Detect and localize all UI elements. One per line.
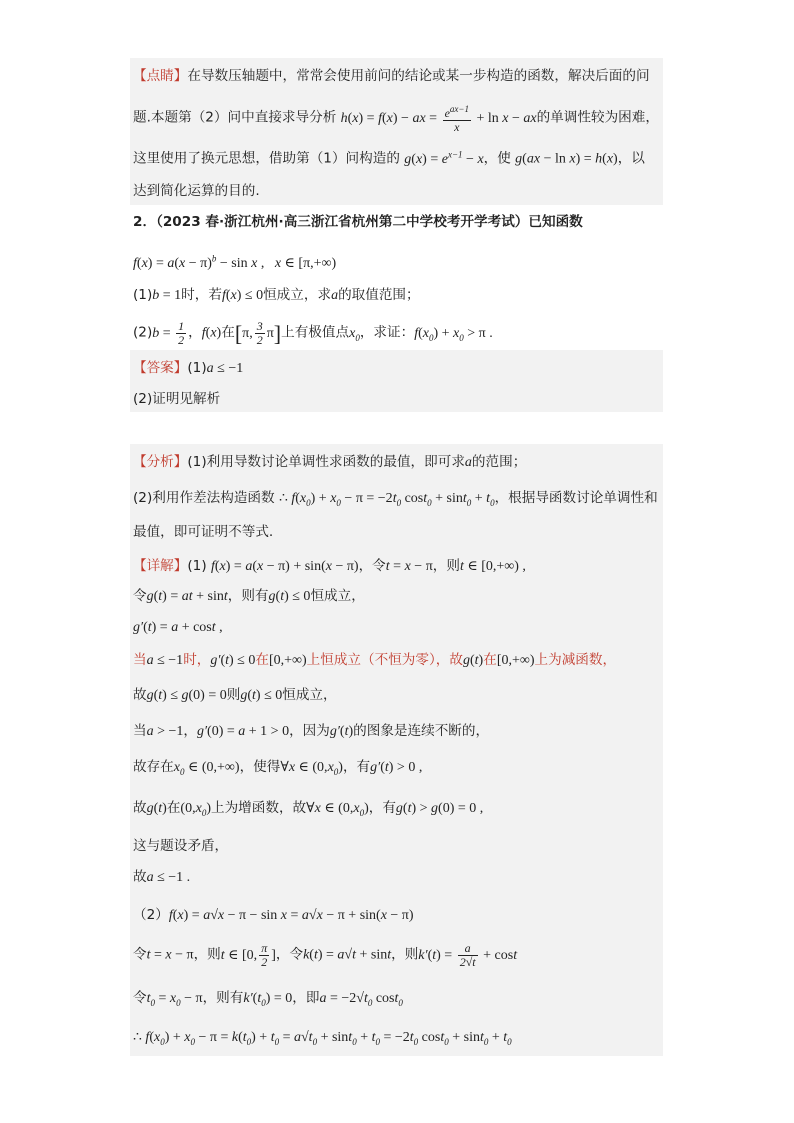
detail-tag: 【详解】 — [133, 558, 188, 574]
detail-line-6: 当a > −1，g′(0) = a + 1 > 0，因为g′(t)的图象是连续不断的， — [133, 723, 490, 739]
answer-line-2: (2)证明见解析 — [133, 391, 221, 407]
problem-title: 2．（2023 春·浙江杭州·高三浙江省杭州第二中学校考开学考试）已知函数 — [133, 214, 583, 230]
detail-line-8: 故g(t)在$(0,x_0)$上为增函数，故∀x ∈ $(0,x_0)$，有g(t) > g(0) = 0 , — [133, 800, 484, 818]
detail-line-7: 故存在$x_0$ ∈ (0,+∞)，使得∀x ∈ $(0,x_0)$，有g′(t) > 0 , — [133, 759, 423, 777]
hint-tag: 【点睛】 — [133, 68, 188, 84]
detail-line-3: g′(t) = a + cost , — [133, 620, 223, 635]
problem-part-1: (1)b = 1时，若f(x) ≤ 0恒成立，求a的取值范围； — [133, 287, 420, 303]
detail-line-1: 【详解】(1) f(x) = a(x − π) + sin(x − π)，令t = x − π，则t ∈ [0,+∞) , — [133, 558, 526, 574]
detail-line-11: （2）f(x) = a√x − π − sin x = a√x − π + sin(x − π) — [133, 907, 414, 923]
detail-line-12: 令t = x − π，则t ∈ [0, $\frac{\pi}{2}$ ]，令k(t) = a√t + sint，则k′(t) = $\frac{a}{2√t}$ + cost — [133, 941, 518, 969]
hint-line-2: 题.本题第（2）问中直接求导分析 h(x) = f(x) − ax = $\frac{e^{ax-1}}{x}$ + ln x − ax的单调性较为困难， — [133, 104, 659, 134]
analysis-tag: 【分析】 — [133, 454, 188, 470]
detail-line-13: 令$t_0 = x_0 - \pi$，则有$k'(t_0) = 0$，即$a = -2√t_0$ cost$_0$ — [133, 990, 403, 1008]
answer-line-1: 【答案】(1)a ≤ −1 — [133, 360, 244, 376]
hint-formula-h: h(x) = f(x) − ax = $\frac{e^{ax-1}}{x}$ + ln x − ax — [340, 104, 537, 134]
problem-function: $f(x) = a(x - \pi)^b - \sin x$ , x ∈ [π,+∞) — [133, 253, 337, 271]
analysis-line-3: 最值，即可证明不等式. — [133, 524, 274, 540]
detail-line-5: 故g(t) ≤ g(0) = 0则g(t) ≤ 0恒成立， — [133, 687, 337, 703]
hint-line-1: 【点睛】在导数压轴题中，常常会使用前问的结论或某一步构造的函数，解决后面的问 — [133, 68, 650, 84]
detail-line-4: 当a ≤ −1时，g′(t) ≤ 0在[0,+∞)上恒成立（不恒为零），故g(t)在[0,+∞)上为减函数， — [133, 652, 617, 668]
detail-line-14: ∴ $f(x_0) + x_0 - \pi = k(t_0) + t_0 = a√t_0 + \sin t_0 + t_0 = -2t_0$ $\cos t_0 + \sin t_0 + t_0$ — [133, 1030, 512, 1047]
detail-line-9: 这与题设矛盾， — [133, 838, 229, 854]
answer-tag: 【答案】 — [133, 360, 188, 376]
analysis-line-2: (2)利用作差法构造函数 ∴ $f(x_0) + x_0 - \pi = -2t_0$ $\cos t_0 + \sin t_0 + t_0$，根据导函数讨论单调性和 — [133, 490, 658, 508]
detail-line-10: 故a ≤ −1 . — [133, 869, 191, 885]
problem-part-2: (2)b = $\frac{1}{2}$ ，f(x)在[π, $\frac{3}{2}$ π]上有极值点$x_0$，求证：$f(x_0) + x_0 > \pi$ . — [133, 319, 493, 347]
hint-line-4: 达到简化运算的目的. — [133, 183, 260, 199]
hint-line-3: 这里使用了换元思想，借助第（1）问构造的 $g(x) = e^{x-1} - x$，使 g(ax − ln x) = h(x)，以 — [133, 149, 645, 167]
detail-line-2: 令g(t) = at + sint，则有g(t) ≤ 0恒成立， — [133, 588, 365, 604]
analysis-line-1: 【分析】(1)利用导数讨论单调性求函数的最值，即可求a的范围； — [133, 454, 527, 470]
